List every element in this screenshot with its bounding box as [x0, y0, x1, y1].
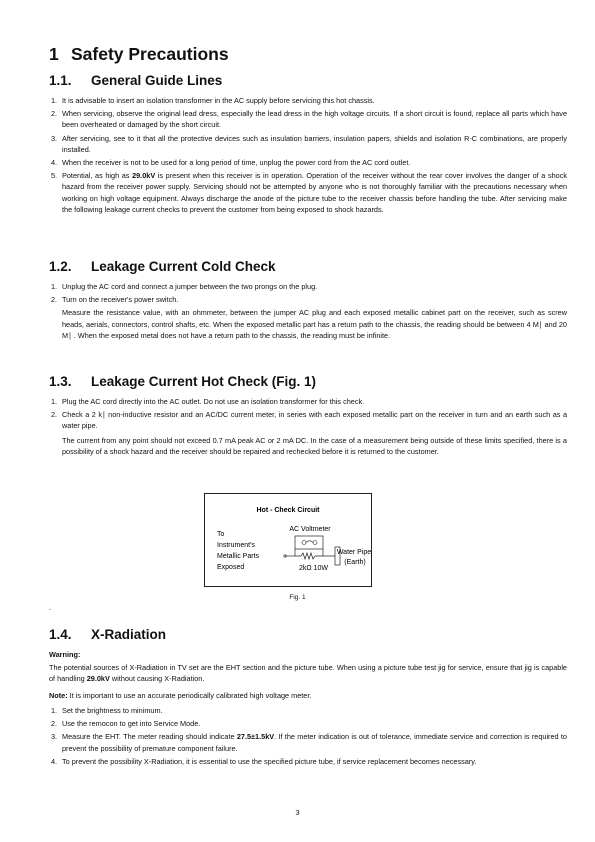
note-text: Note: It is important to use an accurate periodically calibrated high voltage meter. — [49, 691, 312, 700]
instrument-label: To Instrument's Metallic Parts Exposed — [217, 531, 260, 571]
general-guide-lines-list — [49, 95, 567, 215]
list-item: 3. After servicing, see to it that all the protective devices such as insulation barriers, insulation papers, shields and isolation R-C combinations, are properly installed. — [51, 133, 567, 154]
resistor-label: 2kΩ 10W — [299, 565, 328, 572]
figure-title: Hot - Check Circuit — [256, 507, 320, 514]
section-heading-general-guide-lines: 1.1. General Guide Lines — [49, 73, 223, 88]
cold-check-list — [49, 281, 567, 341]
warning-label: Warning: — [49, 650, 81, 659]
section-heading-hot-check: 1.3. Leakage Current Hot Check (Fig. 1) — [49, 374, 317, 389]
stray-mark: . — [49, 603, 52, 612]
figure-caption: Fig. 1 — [289, 594, 306, 601]
list-item: 1. Plug the AC cord directly into the AC outlet. Do not use an isolation transformer for this check. — [51, 397, 365, 406]
resistor-symbol — [295, 553, 335, 559]
list-item: 5. Potential, as high as 29.0kV is present when this receiver is in operation. Operation of the receiver without the rear cover involves the danger of a shock hazard from the receiver power supply. Servicing should not be attempted by anyone who is not thoroughly familiar with the precautions necessary when working on high voltage equipment. Always discharge the anode of the picture tube to the receiver chassis before handling the tube. After servicing make the following leakage current checks to prevent the customer from being exposed to shock hazards. — [51, 171, 568, 214]
section-heading-cold-check: 1.2. Leakage Current Cold Check — [49, 259, 276, 274]
section-heading-x-radiation: 1.4. X-Radiation — [49, 627, 167, 642]
voltmeter-label: AC Voltmeter — [289, 526, 331, 533]
list-item: 1. Set the brightness to minimum. — [51, 706, 163, 715]
list-item: 4. When the receiver is not to be used for a long period of time, unplug the power cord from the AC cord outlet. — [51, 158, 411, 168]
list-item: 1. Unplug the AC cord and connect a jumper between the two prongs on the plug. — [51, 282, 318, 291]
list-item: 1. It is advisable to insert an isolation transformer in the AC supply before servicing this hot chassis. — [51, 96, 375, 105]
warning-text: The potential sources of X-Radiation in TV set are the EHT section and the picture tube. When using a picture tube test jig for service, ensure that jig is capable of handling 29.0kV without causing X-Radiation. — [49, 663, 567, 684]
list-item: 2. Turn on the receiver's power switch. Measure the resistance value, with an ohmmeter, between the jumper AC plug and each exposed metallic cabinet part on the receiver, such as screw heads, aerials, connectors, control shafts, etc. When the exposed metallic part has a return path to the chassis, the reading should be between 4 M∣ and 20 M∣ . When the exposed metal does not have a return path to the chassis, the reading must be infinite. — [51, 295, 567, 340]
list-item: 2. When servicing, observe the original lead dress, especially the lead dress in the high voltage circuits. If a short circuit is found, replace all parts which have been overheated or damaged by the short circuit. — [51, 109, 567, 130]
page-title: 1 Safety Precautions — [49, 44, 229, 64]
list-item: 4. To prevent the possibility X-Radiation, it is essential to use the specified picture tube, if service replacement becomes necessary. — [51, 756, 477, 766]
list-item: 2. Check a 2 k∣ non-inductive resistor and an AC/DC current meter, in series with each exposed metallic part on the receiver in turn and an earth such as a water pipe. The current from any point should not exceed 0.7 mA peak AC or 2 mA DC. In the case of a measurement being outside of these limits specified, there is a possibility of a shock hazard and the receiver should be repaired and rechecked before it is returned to the customer. — [51, 410, 567, 456]
list-item: 2. Use the remocon to get into Service Mode. — [51, 719, 201, 729]
hot-check-circuit-diagram — [205, 494, 371, 586]
earth-label: Water Pipe (Earth) — [336, 549, 371, 566]
x-radiation-list — [49, 705, 567, 767]
page-number: 3 — [295, 808, 300, 817]
hot-check-list — [49, 396, 567, 457]
list-item: 3. Measure the EHT. The meter reading should indicate 27.5±1.5kV. If the meter indication is out of tolerance, immediate service and correction is required to prevent the possibility of premature component failure. — [51, 732, 567, 753]
voltmeter-symbol — [295, 536, 323, 549]
hot-check-circuit-figure — [204, 493, 372, 587]
